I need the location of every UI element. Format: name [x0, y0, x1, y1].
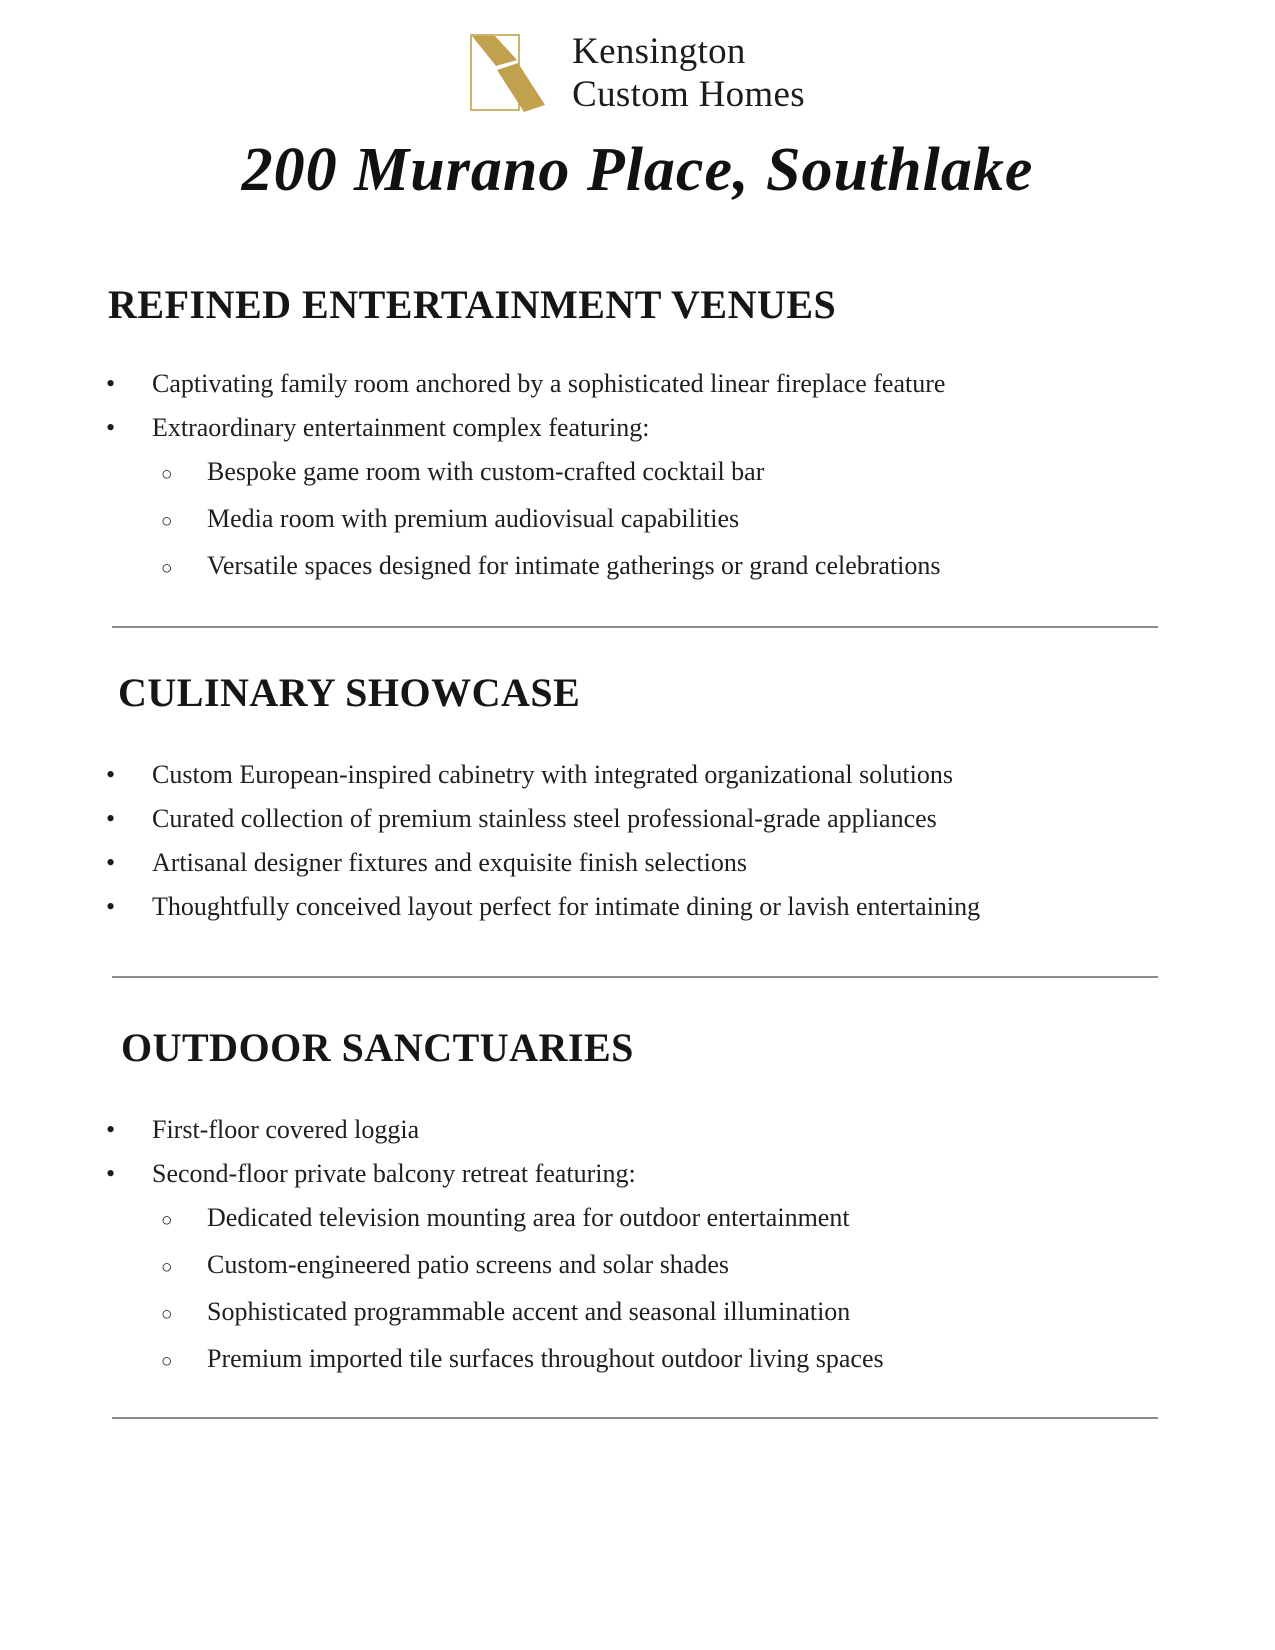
- document-title: 200 Murano Place, Southlake: [241, 136, 1034, 204]
- brand-header: [0, 30, 1275, 116]
- list-item-text: Extraordinary entertainment complex featuring:: [152, 413, 650, 442]
- section-heading-culinary: CULINARY SHOWCASE: [118, 670, 581, 715]
- list-item-text: Versatile spaces designed for intimate gatherings or grand celebrations: [207, 551, 941, 580]
- section-divider: [112, 1417, 1158, 1419]
- list-item-text: Custom-engineered patio screens and solar shades: [207, 1250, 730, 1279]
- brand-name-line1: Kensington: [572, 31, 746, 72]
- list-item-text: Custom European-inspired cabinetry with integrated organizational solutions: [152, 760, 953, 789]
- bullet-disc-icon: •: [106, 1115, 116, 1144]
- bullet-circle-icon: ○: [161, 558, 173, 579]
- bullet-disc-icon: •: [106, 1159, 116, 1188]
- list-item-text: Bespoke game room with custom-crafted cocktail bar: [207, 457, 765, 486]
- list-item-text: Dedicated television mounting area for outdoor entertainment: [207, 1203, 850, 1232]
- list-item-text: Sophisticated programmable accent and seasonal illumination: [207, 1297, 851, 1326]
- list-item-text: Media room with premium audiovisual capabilities: [207, 504, 740, 533]
- list-item: [0, 1243, 1275, 1290]
- bullet-disc-icon: •: [106, 413, 116, 442]
- list-item: [0, 362, 1275, 406]
- brand-name: [572, 30, 805, 116]
- bullet-disc-icon: •: [106, 760, 116, 789]
- bullet-circle-icon: ○: [161, 1304, 173, 1325]
- section-heading-outdoor: OUTDOOR SANCTUARIES: [121, 1025, 634, 1070]
- list-item: [0, 841, 1275, 885]
- list-item: [0, 1108, 1275, 1152]
- list-item: [0, 753, 1275, 797]
- list-item: [0, 450, 1275, 497]
- list-item: [0, 1152, 1275, 1196]
- list-item-text: Thoughtfully conceived layout perfect for intimate dining or lavish entertaining: [152, 892, 981, 921]
- bullet-circle-icon: ○: [161, 1257, 173, 1278]
- list-item: [0, 797, 1275, 841]
- bullet-disc-icon: •: [106, 369, 116, 398]
- list-item-text: Curated collection of premium stainless steel professional-grade appliances: [152, 804, 937, 833]
- bullet-disc-icon: •: [106, 892, 116, 921]
- list-item: [0, 406, 1275, 450]
- kensington-logo-icon: [470, 34, 546, 112]
- bullet-circle-icon: ○: [161, 1351, 173, 1372]
- brand-name-line2: Custom Homes: [572, 74, 805, 115]
- bullet-circle-icon: ○: [161, 1210, 173, 1231]
- list-item: [0, 1290, 1275, 1337]
- list-item: [0, 497, 1275, 544]
- bullet-disc-icon: •: [106, 804, 116, 833]
- section-list-outdoor: [0, 1108, 1275, 1384]
- bullet-disc-icon: •: [106, 848, 116, 877]
- list-item-text: Second-floor private balcony retreat featuring:: [152, 1159, 636, 1188]
- list-item-text: Artisanal designer fixtures and exquisite finish selections: [152, 848, 747, 877]
- list-item: [0, 544, 1275, 591]
- list-item: [0, 1196, 1275, 1243]
- section-heading-entertainment: REFINED ENTERTAINMENT VENUES: [108, 282, 837, 327]
- list-item: [0, 1337, 1275, 1384]
- bullet-circle-icon: ○: [161, 511, 173, 532]
- list-item: [0, 885, 1275, 929]
- list-item-text: First-floor covered loggia: [152, 1115, 420, 1144]
- section-divider: [112, 626, 1158, 628]
- list-item-text: Premium imported tile surfaces throughout outdoor living spaces: [207, 1344, 884, 1373]
- section-divider: [112, 976, 1158, 978]
- section-list-entertainment: [0, 362, 1275, 591]
- list-item-text: Captivating family room anchored by a sophisticated linear fireplace feature: [152, 369, 946, 398]
- bullet-circle-icon: ○: [161, 464, 173, 485]
- section-list-culinary: [0, 753, 1275, 929]
